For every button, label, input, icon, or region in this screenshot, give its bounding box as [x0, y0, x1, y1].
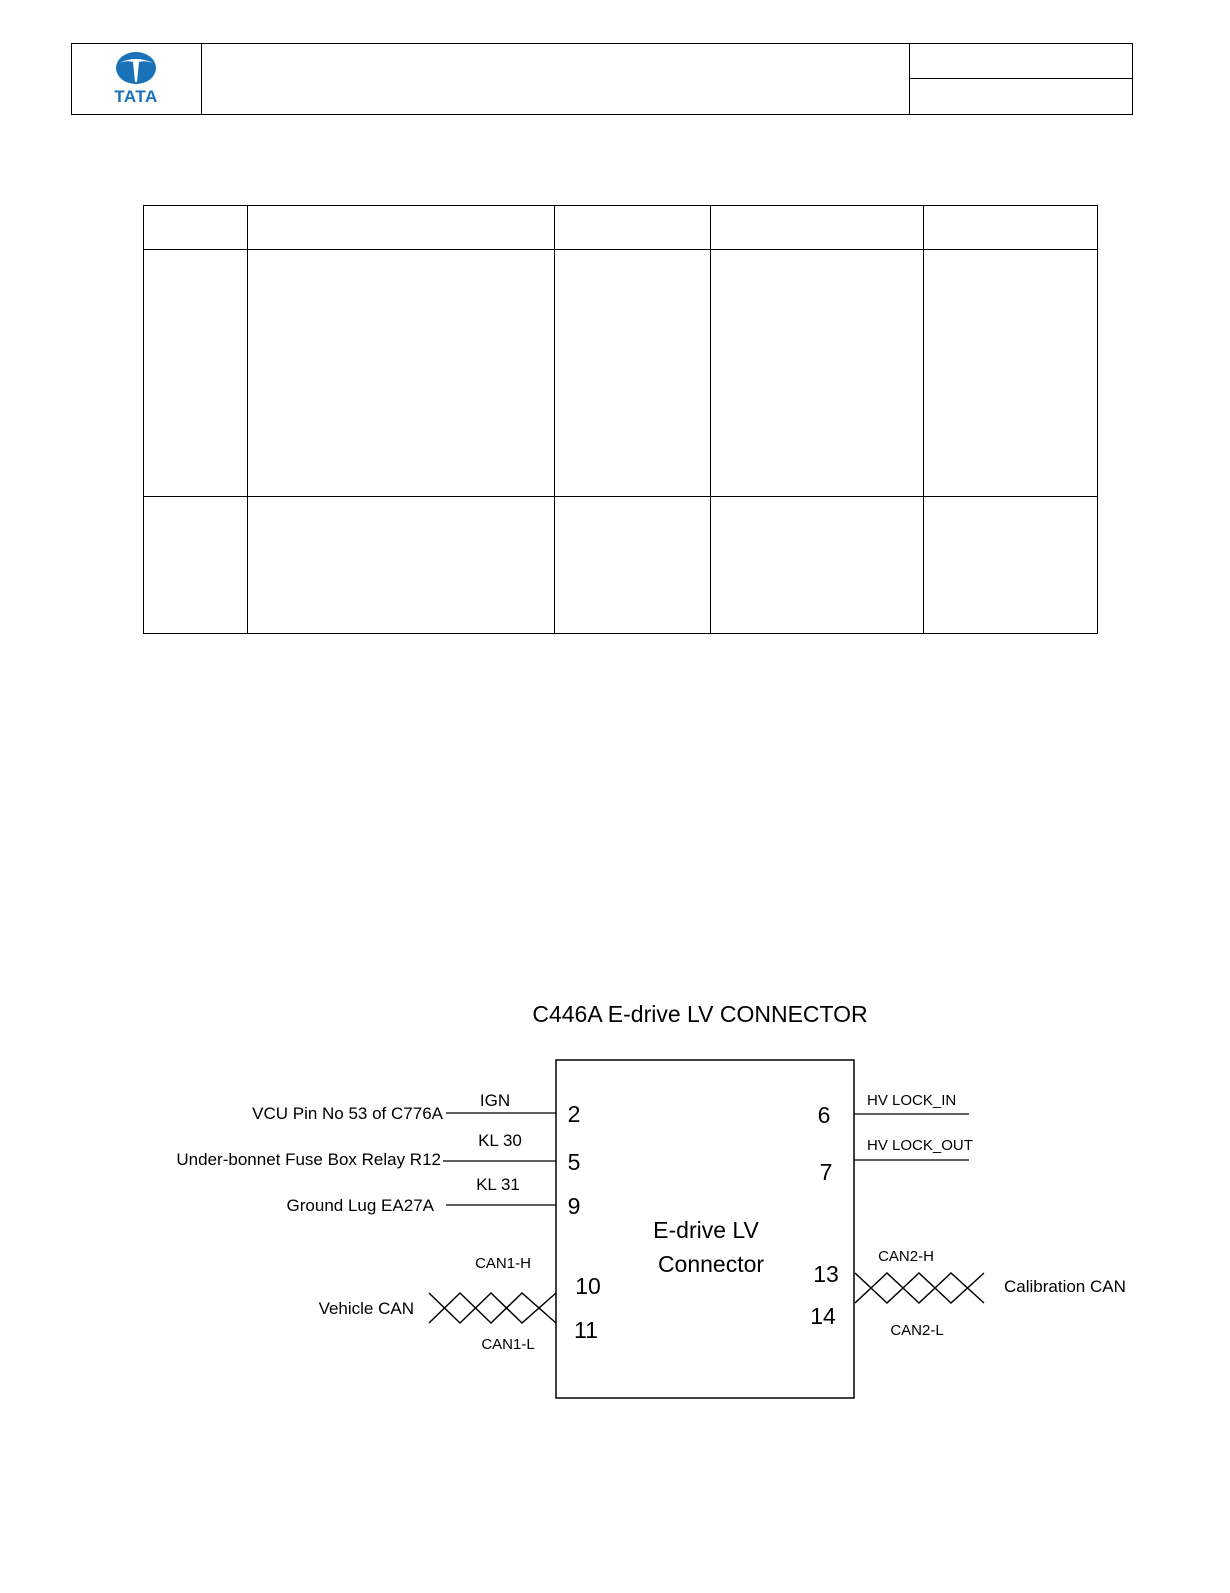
signal-label: HV LOCK_IN: [867, 1092, 957, 1109]
pin-number: 14: [810, 1303, 836, 1329]
diagram-title: C446A E-drive LV CONNECTOR: [532, 1001, 868, 1027]
signal-label: HV LOCK_OUT: [867, 1137, 973, 1154]
pin-number: 2: [567, 1101, 581, 1127]
can2-low-label: CAN2-L: [890, 1322, 944, 1339]
source-label: Under-bonnet Fuse Box Relay R12: [176, 1150, 441, 1169]
pin-number: 10: [575, 1273, 601, 1299]
pin-number: 5: [567, 1149, 581, 1175]
signal-label: KL 30: [478, 1131, 522, 1150]
pin-number: 9: [567, 1193, 581, 1219]
connector-label-line1: E-drive LV: [653, 1217, 759, 1243]
signal-label: KL 31: [476, 1175, 520, 1194]
calibration-can-label: Calibration CAN: [1004, 1277, 1126, 1296]
pin-number: 7: [819, 1159, 833, 1185]
logo-text: TATA: [114, 87, 158, 106]
connector-label-line2: Connector: [657, 1251, 765, 1277]
signal-label: IGN: [479, 1091, 511, 1110]
can2-wire-low: [855, 1273, 984, 1303]
source-label: VCU Pin No 53 of C776A: [252, 1104, 443, 1123]
can1-low-label: CAN1-L: [481, 1336, 535, 1353]
pin-number: 13: [813, 1261, 839, 1287]
can2-high-label: CAN2-H: [878, 1248, 934, 1265]
can2-wire-high: [855, 1273, 984, 1303]
can1-high-label: CAN1-H: [475, 1255, 531, 1272]
pin-number: 11: [574, 1317, 598, 1343]
pin-number: 6: [817, 1102, 831, 1128]
can1-wire-low: [429, 1293, 556, 1323]
vehicle-can-label: Vehicle CAN: [318, 1299, 414, 1318]
can1-wire-high: [429, 1293, 556, 1323]
source-label: Ground Lug EA27A: [286, 1196, 434, 1215]
